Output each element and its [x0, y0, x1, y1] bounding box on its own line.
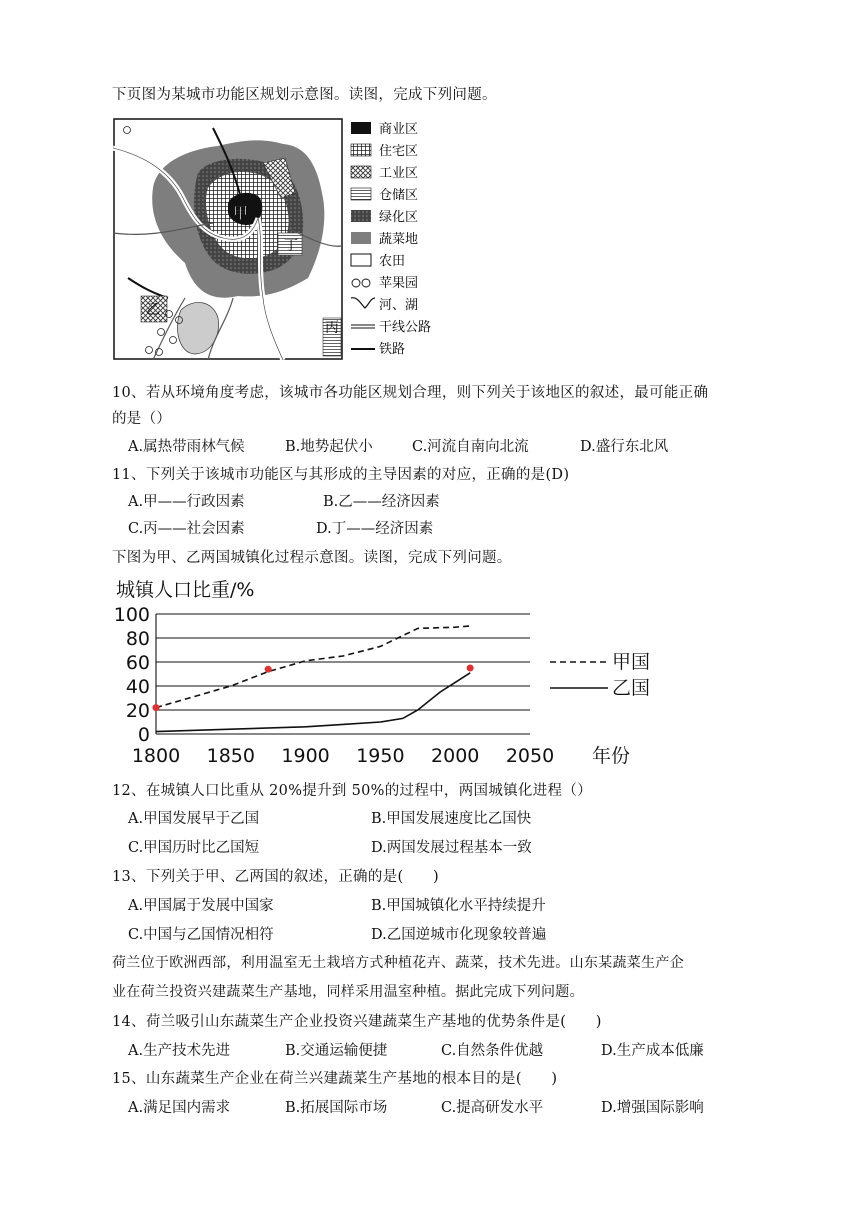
q10-option-c[interactable]: C.河流自南向北流: [412, 439, 529, 455]
city-function-map: [113, 118, 445, 360]
x-tick-label: 1900: [281, 745, 330, 767]
legend-green: 绿化区: [379, 210, 419, 225]
q11-option-a[interactable]: A.甲——行政因素: [128, 494, 245, 510]
q14-option-d[interactable]: D.生产成本低廉: [601, 1043, 704, 1059]
q12-stem: 12、在城镇人口比重从 20%提升到 50%的过程中，两国城镇化进程（）: [112, 783, 592, 799]
chart-series: [156, 626, 470, 732]
series-line-yi: [156, 673, 470, 732]
q11-stem: 11、下列关于该城市功能区与其形成的主导因素的对应，正确的是(D): [112, 467, 570, 483]
q13-option-b[interactable]: B.甲国城镇化水平持续提升: [371, 898, 546, 914]
q13-stem: 13、下列关于甲、乙两国的叙述，正确的是( ): [112, 869, 439, 885]
x-tick-label: 2050: [505, 745, 555, 767]
q11-option-b[interactable]: B.乙——经济因素: [323, 494, 440, 510]
q14-stem: 14、荷兰吸引山东蔬菜生产企业投资兴建蔬菜生产基地的优势条件是( ): [112, 1014, 602, 1030]
chart-x-ticks: [132, 745, 554, 767]
y-tick-label: 60: [125, 652, 150, 674]
chart-grid: [156, 614, 530, 734]
q11-option-c[interactable]: C.丙——社会因素: [128, 521, 245, 537]
q12-option-a[interactable]: A.甲国发展早于乙国: [128, 811, 260, 827]
q15-stem: 15、山东蔬菜生产企业在荷兰兴建蔬菜生产基地的根本目的是( ): [112, 1071, 558, 1087]
x-tick-label: 1800: [131, 745, 181, 767]
q12-option-b[interactable]: B.甲国发展速度比乙国快: [371, 811, 532, 827]
chart-legend: [550, 651, 650, 699]
legend-apple: 苹果园: [379, 276, 419, 291]
legend-railway: 铁路: [379, 342, 406, 357]
x-tick-label: 2000: [431, 745, 480, 767]
red-marker: [265, 666, 272, 673]
legend-highway: 干线公路: [379, 320, 432, 335]
q15-option-a[interactable]: A.满足国内需求: [128, 1100, 231, 1116]
q13-option-d[interactable]: D.乙国逆城市化现象较普遍: [371, 927, 547, 943]
y-tick-label: 0: [137, 724, 150, 746]
intro-chart: 下图为甲、乙两国城镇化过程示意图。读图，完成下列问题。: [112, 550, 512, 566]
intro-netherlands-line2: 业在荷兰投资兴建蔬菜生产基地，同样采用温室种植。据此完成下列问题。: [112, 984, 584, 1000]
q10-option-a[interactable]: A.属热带雨林气候: [128, 439, 245, 455]
label-yi: 乙: [146, 302, 160, 318]
q14-option-a[interactable]: A.生产技术先进: [128, 1043, 231, 1059]
legend-industrial: 工业区: [379, 166, 419, 181]
x-tick-label: 1950: [356, 745, 405, 767]
q11-option-d[interactable]: D.丁——经济因素: [316, 521, 434, 537]
x-tick-label: 1850: [206, 745, 255, 767]
legend-commercial: 商业区: [379, 122, 419, 137]
urbanization-chart: [108, 576, 668, 772]
chart-ylabel: 城镇人口比重/%: [116, 579, 255, 601]
q12-option-d[interactable]: D.两国发展过程基本一致: [371, 840, 532, 856]
legend-label-0: 甲国: [612, 651, 651, 673]
chart-xlabel: 年份: [592, 745, 631, 767]
map-legend: [351, 121, 431, 357]
red-marker: [467, 665, 474, 672]
label-ding: 丁: [284, 238, 298, 254]
q14-option-c[interactable]: C.自然条件优越: [441, 1043, 544, 1059]
y-tick-label: 40: [125, 676, 150, 698]
y-tick-label: 20: [125, 700, 150, 722]
q15-option-b[interactable]: B.拓展国际市场: [285, 1100, 388, 1116]
chart-y-ticks: [114, 604, 150, 746]
q15-option-d[interactable]: D.增强国际影响: [601, 1100, 704, 1116]
legend-warehouse: 仓储区: [379, 188, 419, 203]
q13-option-c[interactable]: C.中国与乙国情况相符: [128, 927, 274, 943]
intro-netherlands-line1: 荷兰位于欧洲西部，利用温室无土栽培方式种植花卉、蔬菜，技术先进。山东某蔬菜生产企: [112, 955, 684, 971]
q10-option-b[interactable]: B.地势起伏小: [285, 439, 373, 455]
q14-option-b[interactable]: B.交通运输便捷: [285, 1043, 388, 1059]
legend-label-1: 乙国: [612, 677, 651, 699]
intro-map: 下页图为某城市功能区规划示意图。读图，完成下列问题。: [112, 87, 497, 103]
q15-option-c[interactable]: C.提高研发水平: [441, 1100, 544, 1116]
y-tick-label: 80: [125, 628, 150, 650]
q10-stem-line1: 10、若从环境角度考虑，该城市各功能区规划合理，则下列关于该地区的叙述，最可能正确: [112, 385, 709, 401]
label-bing: 丙: [325, 320, 339, 336]
legend-vegetable: 蔬菜地: [379, 232, 419, 247]
red-marker: [153, 704, 160, 711]
label-jia: 甲: [233, 204, 249, 222]
q12-option-c[interactable]: C.甲国历时比乙国短: [128, 840, 260, 856]
q13-option-a[interactable]: A.甲国属于发展中国家: [128, 898, 274, 914]
legend-farmland: 农田: [379, 254, 406, 269]
q10-option-d[interactable]: D.盛行东北风: [580, 439, 669, 455]
legend-river-lake: 河、湖: [379, 298, 419, 313]
y-tick-label: 100: [113, 604, 150, 626]
q10-stem-line2: 的是（）: [112, 411, 172, 427]
legend-residential: 住宅区: [379, 144, 419, 159]
